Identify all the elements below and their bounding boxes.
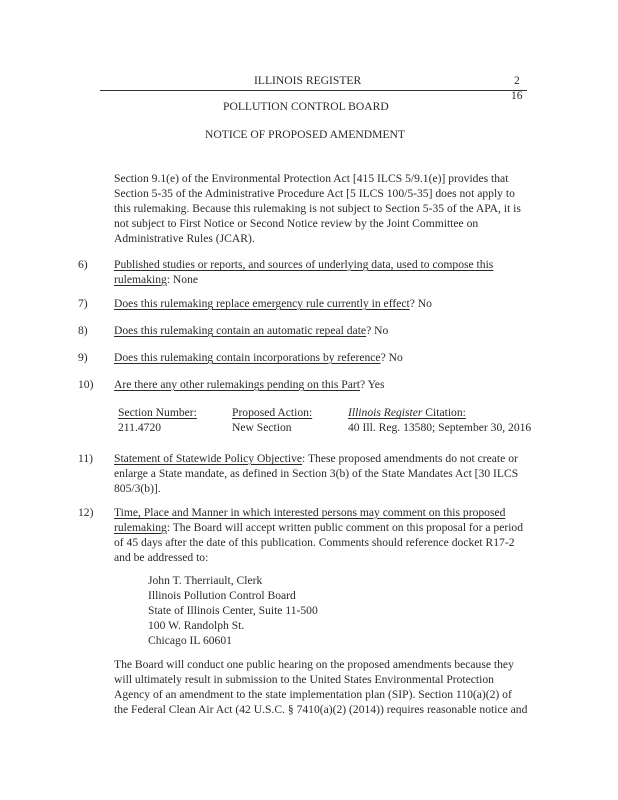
intro-line: this rulemaking. Because this rulemaking is not subject to Section 5-35 of the APA, it is <box>114 202 521 215</box>
item-9 <box>114 350 403 365</box>
item-text: : The Board will accept written public comment on this proposal for a period <box>166 521 524 534</box>
item-number: 10) <box>78 378 94 391</box>
item-question: rulemaking <box>114 273 167 286</box>
closing-line: will ultimately result in submission to the United States Environmental Protection <box>114 673 494 686</box>
col-header-section-number: Section Number: <box>118 406 197 419</box>
item-number: 12) <box>78 506 94 519</box>
item-question: Published studies or reports, and sources of underlying data, used to compose this <box>114 258 494 271</box>
table-cell-citation: 40 Ill. Reg. 13580; September 30, 2016 <box>348 421 532 434</box>
closing-paragraph <box>114 657 527 717</box>
item-12 <box>114 505 523 565</box>
item-heading: rulemaking <box>114 521 167 534</box>
item-text: 805/3(b)]. <box>114 482 161 495</box>
closing-line: The Board will conduct one public hearing on the proposed amendments because they <box>114 658 514 671</box>
item-answer: ? No <box>380 351 403 364</box>
address-line: John T. Therriault, Clerk <box>148 574 263 587</box>
col-header-citation: Citation: <box>422 406 466 419</box>
intro-line: Administrative Rules (JCAR). <box>114 232 255 245</box>
intro-paragraph <box>114 171 521 246</box>
item-answer: ? No <box>366 324 389 337</box>
address-line: Illinois Pollution Control Board <box>148 589 296 602</box>
item-question: Does this rulemaking contain incorporations by reference <box>114 351 381 364</box>
table-header-citation <box>348 405 466 420</box>
item-number: 6) <box>78 258 88 271</box>
item-11 <box>114 451 518 496</box>
item-number: 7) <box>78 297 88 310</box>
notice-title: NOTICE OF PROPOSED AMENDMENT <box>205 128 406 141</box>
intro-line: Section 5-35 of the Administrative Procedure Act [5 ILCS 100/5-35] does not apply to <box>114 187 515 200</box>
item-8 <box>114 323 388 338</box>
table-cell-action: New Section <box>232 421 292 434</box>
table-header-action <box>232 405 312 420</box>
page-number: 2 <box>514 74 520 87</box>
item-7 <box>114 296 432 311</box>
intro-line: not subject to First Notice or Second Notice review by the Joint Committee on <box>114 217 479 230</box>
agency-title: POLLUTION CONTROL BOARD <box>223 100 389 113</box>
closing-line: the Federal Clean Air Act (42 U.S.C. § 7410(a)(2) (2014)) requires reasonable notice and <box>114 703 528 716</box>
sub-page-number: 16 <box>511 89 523 102</box>
register-title: ILLINOIS REGISTER <box>254 74 362 87</box>
closing-line: Agency of an amendment to the state implementation plan (SIP). Section 110(a)(2) of <box>114 688 512 701</box>
col-header-proposed-action: Proposed Action: <box>232 406 313 419</box>
item-question: Are there any other rulemakings pending on this Part <box>114 378 360 391</box>
item-answer: ? Yes <box>359 378 385 391</box>
table-header-section <box>118 405 197 420</box>
item-6 <box>114 257 493 287</box>
table-cell-section: 211.4720 <box>118 421 162 434</box>
address-line: 100 W. Randolph St. <box>148 619 245 632</box>
item-number: 8) <box>78 324 88 337</box>
item-text: of 45 days after the date of this publication. Comments should reference docket R17-2 <box>114 536 515 549</box>
item-10 <box>114 377 384 392</box>
item-answer: ? No <box>409 297 432 310</box>
item-number: 11) <box>78 452 94 465</box>
col-header-register: Illinois Register <box>348 406 423 419</box>
item-answer: : None <box>166 273 199 286</box>
item-heading: Time, Place and Manner in which interested persons may comment on this proposed <box>114 506 506 519</box>
item-text: enlarge a State mandate, as defined in Section 3(b) of the State Mandates Act [30 ILCS <box>114 467 519 480</box>
item-question: Does this rulemaking contain an automatic repeal date <box>114 324 367 337</box>
header-rule <box>100 90 527 91</box>
intro-line: Section 9.1(e) of the Environmental Protection Act [415 ILCS 5/9.1(e)] provides that <box>114 172 509 185</box>
item-text: : These proposed amendments do not create or <box>302 452 518 465</box>
mailing-address <box>148 573 318 648</box>
address-line: State of Illinois Center, Suite 11-500 <box>148 604 318 617</box>
item-heading: Statement of Statewide Policy Objective <box>114 452 303 465</box>
item-question: Does this rulemaking replace emergency rule currently in effect <box>114 297 410 310</box>
address-line: Chicago IL 60601 <box>148 634 232 647</box>
item-text: and be addressed to: <box>114 551 209 564</box>
item-number: 9) <box>78 351 88 364</box>
